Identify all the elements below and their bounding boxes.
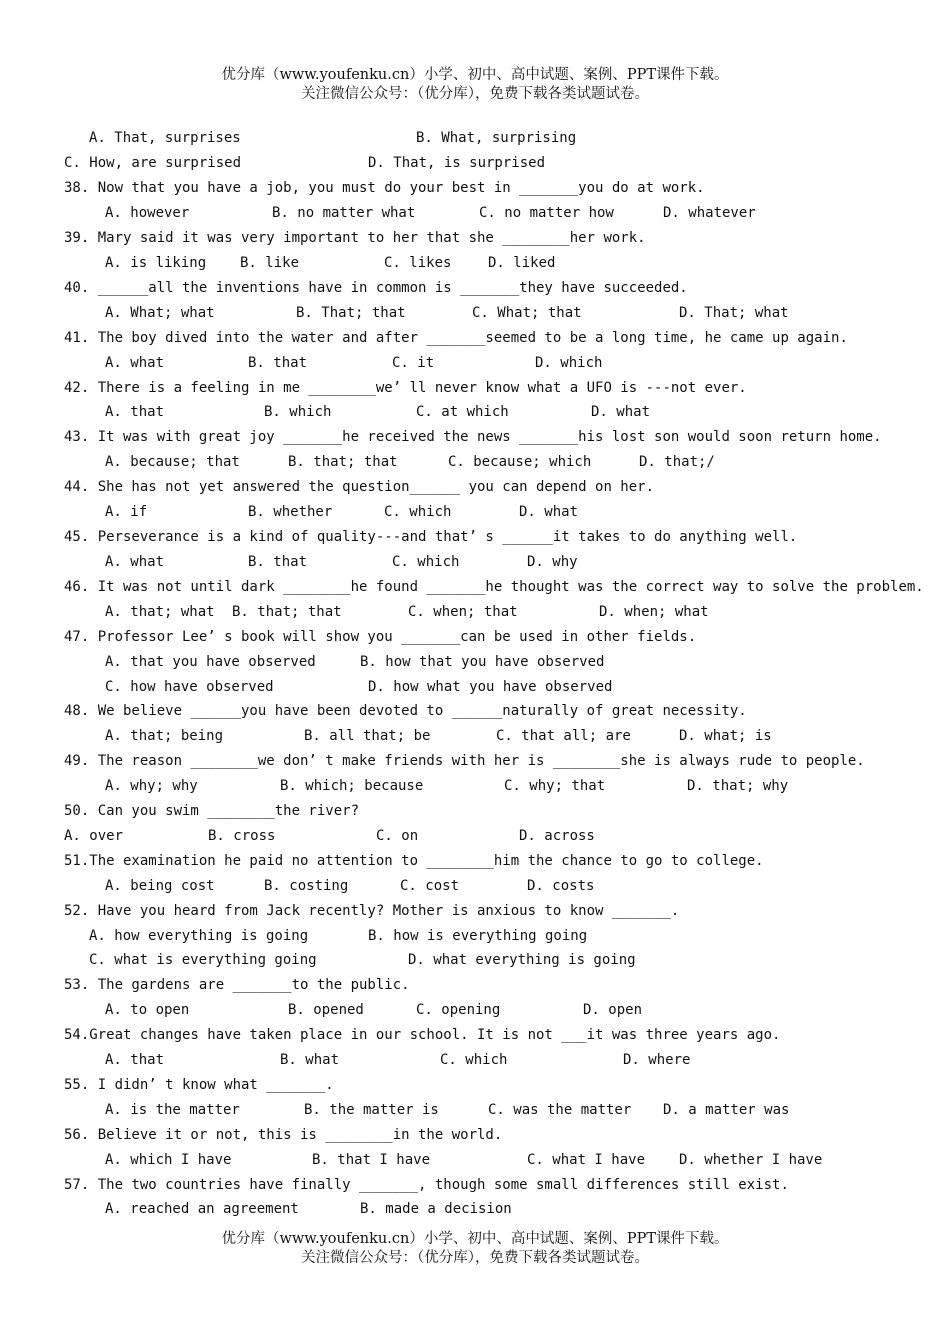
question-stem: 48. We believe ______you have been devoted to ______naturally of great necessity. [64, 703, 747, 719]
question-stem: 46. It was not until dark ________he found _______he thought was the correct way to solve the problem. [64, 579, 924, 595]
option-item: C. was the matter [488, 1102, 632, 1118]
question-stem: 38. Now that you have a job, you must do your best in _______you do at work. [64, 180, 705, 196]
option-item: B. that [248, 355, 308, 371]
option-line: A. is the matter [105, 1102, 240, 1118]
option-item: B. that [248, 554, 308, 570]
option-item: B. made a decision [360, 1201, 512, 1217]
question-stem: 53. The gardens are _______to the public. [64, 977, 410, 993]
option-line: A. being cost [105, 878, 215, 894]
option-line: A. what [105, 554, 165, 570]
option-item: D. across [519, 828, 595, 844]
header-line-2: 关注微信公众号：（优分库），免费下载各类试题试卷。 [301, 86, 649, 102]
option-line: C. how have observed [105, 679, 274, 695]
option-item: B. the matter is [304, 1102, 439, 1118]
option-item: D. That; what [679, 305, 789, 321]
page-header [0, 66, 950, 104]
option-line: A. why; why [105, 778, 198, 794]
option-item: D. liked [488, 255, 556, 271]
option-line: C. How, are surprised [64, 155, 242, 171]
option-item: C. because; which [448, 454, 592, 470]
option-item: D. whether I have [679, 1152, 823, 1168]
question-stem: 57. The two countries have finally _______, though some small differences still exist. [64, 1177, 789, 1193]
option-item: C. which [440, 1052, 508, 1068]
page-footer [0, 1230, 950, 1268]
option-line: A. how everything is going [89, 928, 309, 944]
option-item: D. that;/ [639, 454, 715, 470]
option-item: D. how what you have observed [368, 679, 613, 695]
question-stem: 52. Have you heard from Jack recently? Mother is anxious to know _______. [64, 903, 680, 919]
option-item: C. when; that [408, 604, 518, 620]
option-item: D. costs [527, 878, 595, 894]
option-item: C. cost [400, 878, 460, 894]
option-item: B. costing [264, 878, 349, 894]
option-line: A. which I have [105, 1152, 232, 1168]
question-stem: 42. There is a feeling in me ________we’ ll never know what a UFO is ---not ever. [64, 380, 747, 396]
option-item: C. which [384, 504, 452, 520]
option-item: B. like [240, 255, 300, 271]
question-stem: 55. I didn’ t know what _______. [64, 1077, 334, 1093]
question-stem: 39. Mary said it was very important to her that she ________her work. [64, 230, 646, 246]
question-stem: 40. ______all the inventions have in common is _______they have succeeded. [64, 280, 688, 296]
option-line: A. that [105, 404, 165, 420]
option-item: D. what; is [679, 728, 772, 744]
option-item: B. What, surprising [416, 130, 577, 146]
option-item: C. at which [416, 404, 509, 420]
option-item: B. whether [248, 504, 333, 520]
option-item: D. when; what [599, 604, 709, 620]
option-line: A. to open [105, 1002, 190, 1018]
option-item: B. how that you have observed [360, 654, 605, 670]
option-item: D. that; why [687, 778, 789, 794]
option-item: B. which [264, 404, 332, 420]
question-stem: 43. It was with great joy _______he received the news _______his lost son would soon return home. [64, 429, 882, 445]
option-line: A. What; what [105, 305, 215, 321]
option-line: A. is liking [105, 255, 207, 271]
option-item: C. what I have [527, 1152, 646, 1168]
option-item: D. what [591, 404, 651, 420]
question-stem: 41. The boy dived into the water and after _______seemed to be a long time, he came up again. [64, 330, 848, 346]
option-line: A. that; what [105, 604, 215, 620]
option-item: B. which; because [280, 778, 424, 794]
option-item: D. which [535, 355, 603, 371]
footer-line-2: 关注微信公众号：（优分库），免费下载各类试题试卷。 [301, 1250, 649, 1266]
option-item: C. opening [416, 1002, 501, 1018]
option-line: A. reached an agreement [105, 1201, 299, 1217]
option-item: D. what everything is going [408, 952, 636, 968]
question-stem: 45. Perseverance is a kind of quality---and that’ s ______it takes to do anything well. [64, 529, 798, 545]
option-item: B. all that; be [304, 728, 431, 744]
option-item: D. whatever [663, 205, 756, 221]
option-item: D. That, is surprised [368, 155, 546, 171]
option-item: C. What; that [472, 305, 582, 321]
option-item: B. opened [288, 1002, 364, 1018]
option-line: C. what is everything going [89, 952, 317, 968]
option-item: C. which [392, 554, 460, 570]
option-item: C. likes [384, 255, 452, 271]
option-item: B. that; that [288, 454, 398, 470]
question-stem: 56. Believe it or not, this is ________in the world. [64, 1127, 503, 1143]
option-line: A. however [105, 205, 190, 221]
option-line: A. over [64, 828, 124, 844]
option-item: B. no matter what [272, 205, 416, 221]
option-item: D. why [527, 554, 578, 570]
question-stem: 44. She has not yet answered the question______ you can depend on her. [64, 479, 655, 495]
option-line: A. that [105, 1052, 165, 1068]
option-item: C. on [376, 828, 419, 844]
option-item: C. that all; are [496, 728, 631, 744]
question-stem: 51.The examination he paid no attention to ________him the chance to go to college. [64, 853, 764, 869]
option-item: B. That; that [296, 305, 406, 321]
option-line: A. That, surprises [89, 130, 241, 146]
option-item: B. that I have [312, 1152, 431, 1168]
option-item: C. no matter how [479, 205, 614, 221]
question-stem: 49. The reason ________we don’ t make friends with her is ________she is always rude to people. [64, 753, 865, 769]
option-line: A. that; being [105, 728, 224, 744]
option-line: A. because; that [105, 454, 240, 470]
option-item: D. a matter was [663, 1102, 790, 1118]
option-item: B. how is everything going [368, 928, 588, 944]
option-line: A. what [105, 355, 165, 371]
option-item: D. what [519, 504, 579, 520]
question-stem: 54.Great changes have taken place in our school. It is not ___it was three years ago. [64, 1027, 781, 1043]
option-line: A. if [105, 504, 148, 520]
option-item: B. cross [208, 828, 276, 844]
question-stem: 47. Professor Lee’ s book will show you _______can be used in other fields. [64, 629, 697, 645]
option-line: A. that you have observed [105, 654, 316, 670]
footer-line-1: 优分库（www.youfenku.cn）小学、初中、高中试题、案例、PPT课件下载。 [221, 1231, 729, 1247]
header-line-1: 优分库（www.youfenku.cn）小学、初中、高中试题、案例、PPT课件下载。 [221, 67, 729, 83]
option-item: C. why; that [504, 778, 606, 794]
option-item: B. that; that [232, 604, 342, 620]
option-item: D. open [583, 1002, 643, 1018]
option-item: C. it [392, 355, 435, 371]
question-stem: 50. Can you swim ________the river? [64, 803, 360, 819]
option-item: B. what [280, 1052, 340, 1068]
option-item: D. where [623, 1052, 691, 1068]
